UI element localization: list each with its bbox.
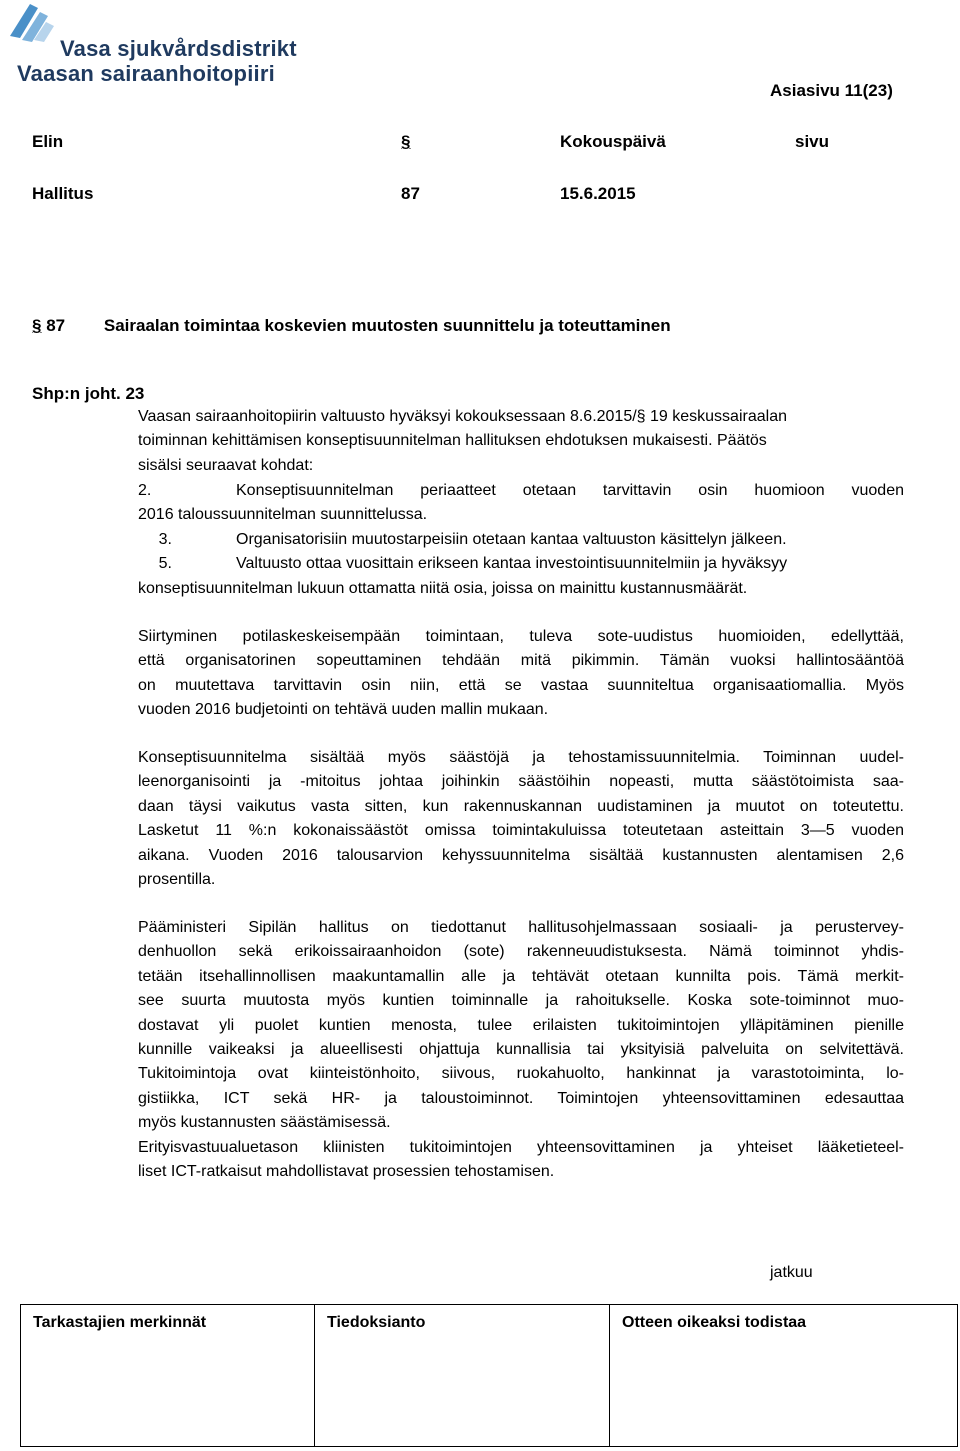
footer-column-reviewers xyxy=(21,1305,314,1446)
list-item-number: 2. xyxy=(138,482,152,499)
paragraph-line: vuoden 2016 budjetointi on tehtävä uuden mallin mukaan. xyxy=(138,701,549,719)
list-item xyxy=(138,479,904,503)
footer-column-notification xyxy=(314,1305,610,1446)
paragraph-line: leenorganisointi ja -mitoitus johtaa joihinkin säästöihin nopeasti, mutta säästötoimista saa- xyxy=(138,773,904,791)
paragraph-line: daan täysi vaikutus vasta sitten, kun rakennuskannan uudistaminen ja muutot on toteutettu. xyxy=(138,797,904,815)
logo-text-swedish: Vasa sjukvårdsdistrikt xyxy=(60,36,297,61)
paragraph-line: dostavat yli puolet kuntien menosta, tulee erilaisten tukitoimintojen ylläpitäminen pienille xyxy=(138,1016,904,1034)
section-mark: § xyxy=(32,316,42,335)
list-item xyxy=(138,528,904,552)
paragraph-line: see suurta muutosta myös kuntien toiminnalle ja rahoitukselle. Koska sote-toiminnot muo- xyxy=(138,992,904,1010)
list-item-text: Valtuusto ottaa vuosittain erikseen kantaa investointisuunnitelmiin ja hyväksyy xyxy=(236,555,788,573)
list-item-text: Konseptisuunnitelman periaatteet otetaan tarvittavin osin huomioon vuoden xyxy=(236,482,904,499)
footer-label-reviewers: Tarkastajien merkinnät xyxy=(33,1314,207,1331)
decision-items xyxy=(138,479,904,601)
header-label-meeting-date: Kokouspäivä xyxy=(560,132,666,151)
header-label-section: § xyxy=(401,132,411,151)
paragraph-line: gistiikka, ICT sekä HR- ja taloustoiminnot. Toimintojen yhteensovittaminen edesauttaa xyxy=(138,1089,904,1107)
section-number: 87 xyxy=(46,316,66,335)
header-organ-value: Hallitus xyxy=(32,184,94,203)
header-label-page: sivu xyxy=(795,132,830,151)
paragraph-line: denhuollon sekä erikoissairaanhoidon (sote) rakenneuudistuksesta. Nämä toiminnot yhdis- xyxy=(138,943,904,961)
paragraph-line: Konseptisuunnitelma sisältää myös säästöjä ja tehostamissuunnitelmia. Toiminnan uudel- xyxy=(138,749,904,766)
paragraph-line: Siirtyminen potilaskeskeisempään toimintaan, tuleva sote-uudistus huomioiden, edellyttää, xyxy=(138,628,904,645)
section-title-text: Sairaalan toimintaa koskevien muutosten suunnittelu ja toteuttaminen xyxy=(103,316,671,335)
intro-line: Vaasan sairaanhoitopiirin valtuusto hyväksyi kokouksessaan 8.6.2015/§ 19 keskussairaalan xyxy=(138,408,787,425)
list-item-continuation: 2016 taloussuunnitelman suunnittelussa. xyxy=(138,506,428,524)
footer-signature-box xyxy=(20,1304,958,1447)
paragraph-line: on muutettava tarvittavin osin niin, että se vastaa suunniteltua organisaatiomallia. Myös xyxy=(138,676,904,694)
paragraph-line: aikana. Vuoden 2016 talousarvion kehyssuunnitelma sisältää kustannusten alentamisen 2,6 xyxy=(138,846,904,864)
paragraph-line: prosentilla. xyxy=(138,871,216,889)
paragraph-line: tetään itsehallinnollisen maakuntamallin alle ja tehtävät otetaan kunnilta pois. Tämä merkit- xyxy=(138,967,904,985)
paragraph-line: Erityisvastuualuetason kliinisten tukitoimintojen yhteensovittaminen ja yhteiset lääketieteel- xyxy=(138,1138,904,1156)
section-title xyxy=(32,316,671,336)
paragraph-line: Lasketut 11 %:n kokonaissäästöt omissa toimintakuluissa toteutetaan asteittain 3—5 vuoden xyxy=(138,822,904,840)
list-item-continuation: konseptisuunnitelman lukuun ottamatta niitä osia, joissa on mainittu kustannusmäärät. xyxy=(138,579,748,597)
list-item-number: 5. xyxy=(158,555,172,573)
footer-label-notification: Tiedoksianto xyxy=(327,1314,426,1331)
paragraph-line: liset ICT-ratkaisut mahdollistavat prosessien tehostamisen. xyxy=(138,1163,555,1181)
list-item-text: Organisatorisiin muutostarpeisiin otetaan kantaa valtuuston käsittelyn jälkeen. xyxy=(236,530,787,548)
list-item-number: 3. xyxy=(158,530,172,548)
header-date-value: 15.6.2015 xyxy=(560,184,636,203)
intro-paragraph xyxy=(138,405,904,478)
header-label-organ: Elin xyxy=(32,132,64,151)
list-item xyxy=(138,552,904,576)
paragraph-line: että organisatorinen sopeuttaminen tehdään mitä pikimmin. Tämän vuoksi hallintosääntöä xyxy=(138,652,904,670)
logo-text-finnish: Vaasan sairaanhoitopiiri xyxy=(17,61,275,86)
page-reference: Asiasivu 11(23) xyxy=(770,81,893,100)
footer-label-certification: Otteen oikeaksi todistaa xyxy=(622,1314,807,1331)
footer-column-certification xyxy=(609,1305,957,1446)
paragraph-line: kunnille vaikeaksi ja alueellisesti ohjattuja kunnallisia tai yksityisiä palveluita on selvitettävä. xyxy=(138,1041,904,1059)
paragraph-line: Tukitoimintoja ovat kiinteistönhoito, siivous, ruokahuolto, hankinnat ja varastotoiminta, lo- xyxy=(138,1065,904,1083)
logo-mark-icon xyxy=(8,2,56,42)
paragraph-sote-reform xyxy=(138,916,904,1184)
paragraph-line: myös kustannusten säästämisessä. xyxy=(138,1114,391,1132)
paragraph-savings xyxy=(138,746,904,892)
intro-line: toiminnan kehittämisen konseptisuunnitelman hallituksen ehdotuksen mukaisesti. Päätös xyxy=(138,432,767,450)
continues-note: jatkuu xyxy=(770,1264,813,1281)
paragraph-line: Pääministeri Sipilän hallitus on tiedottanut hallitusohjelmassaan sosiaali- ja perustervey- xyxy=(138,919,904,936)
header-section-value: 87 xyxy=(401,184,420,203)
preparer: Shp:n joht. 23 xyxy=(32,384,145,403)
intro-line: sisälsi seuraavat kohdat: xyxy=(138,456,314,474)
paragraph-reorganisation xyxy=(138,625,904,723)
